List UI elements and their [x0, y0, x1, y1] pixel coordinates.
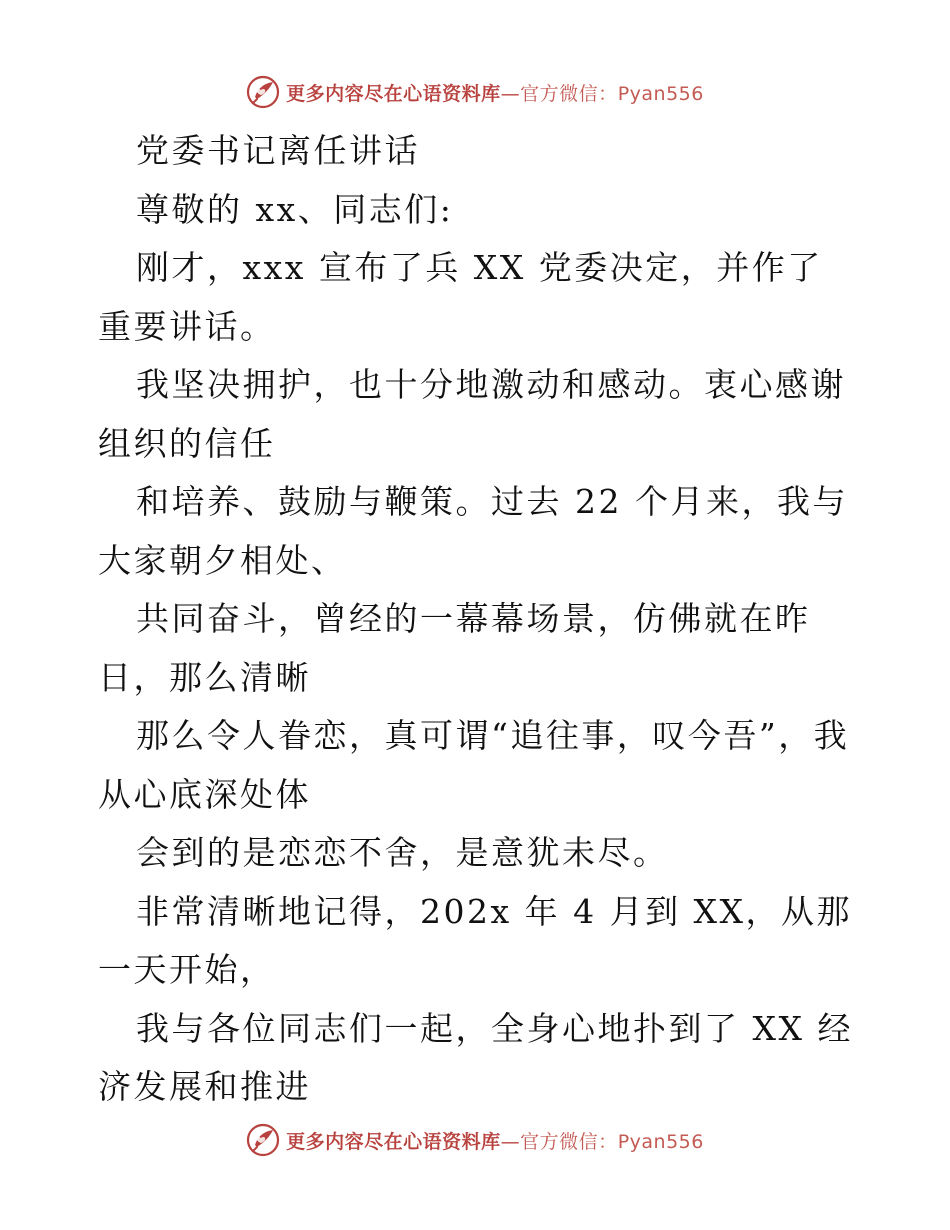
paragraph: 那么令人眷恋，真可谓“追往事，叹今吾”，我从心底深处体	[98, 716, 850, 814]
document-body	[98, 122, 858, 1117]
watermark-text	[286, 1127, 704, 1154]
paragraph: 会到的是恋恋不舍，是意犹未尽。	[136, 833, 669, 872]
watermark-wechat-label: 官方微信：	[520, 1130, 618, 1153]
salutation: 尊敬的 xx、同志们:	[136, 189, 454, 229]
paragraph: 刚才，xxx 宣布了兵 XX 党委决定，并作了重要讲话。	[98, 248, 823, 346]
paragraph: 共同奋斗，曾经的一幕幕场景，仿佛就在昨日，那么清晰	[98, 599, 811, 697]
footer-watermark-banner	[0, 1120, 950, 1160]
watermark-dash: —	[500, 1130, 521, 1153]
paragraph: 我与各位同志们一起，全身心地扑到了 XX 经济发展和推进	[98, 1008, 853, 1106]
quill-heart-logo-icon	[246, 75, 280, 109]
header-watermark-banner	[0, 72, 950, 112]
watermark-dash: —	[500, 82, 521, 105]
document-title: 党委书记离任讲话	[136, 131, 420, 170]
paragraph: 和培养、鼓励与鞭策。过去 22 个月来，我与大家朝夕相处、	[98, 482, 848, 580]
watermark-main: 更多内容尽在心语资料库	[286, 1130, 501, 1153]
paragraph: 我坚决拥护，也十分地激动和感动。衷心感谢组织的信任	[98, 365, 846, 463]
watermark-text	[286, 79, 704, 106]
watermark-wechat-id: Pyan556	[617, 82, 704, 105]
paragraph: 非常清晰地记得，202x 年 4 月到 XX，从那一天开始，	[98, 891, 853, 989]
watermark-main: 更多内容尽在心语资料库	[286, 82, 501, 105]
watermark-wechat-label: 官方微信：	[520, 82, 618, 105]
watermark-wechat-id: Pyan556	[617, 1130, 704, 1153]
quill-heart-logo-icon	[246, 1123, 280, 1157]
